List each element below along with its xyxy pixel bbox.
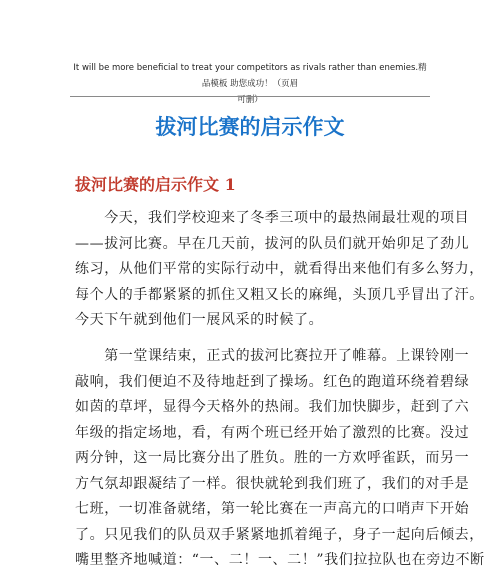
paragraph-2 <box>75 344 485 574</box>
header-divider <box>70 96 430 97</box>
header-line-2: 可删） <box>237 95 263 105</box>
paragraph-line: 每个人的手都紧紧的抓住又粗又长的麻绳，头顶几乎冒出了汗。 <box>75 286 484 303</box>
paragraph-line: 今天下午就到他们一展风采的时候了。 <box>75 312 324 328</box>
paragraph-line: 两分钟，这一局比赛分出了胜负。胜的一方欢呼雀跃，而另一 <box>75 450 470 466</box>
paragraph-line: ——拔河比赛。早在几天前，拔河的队员们就开始卯足了劲儿 <box>75 235 470 252</box>
section-heading: 拔河比赛的启示作文 1 <box>75 175 236 194</box>
paragraph-line: 练习，从他们平常的实际行动中，就看得出来他们有多么努力， <box>75 261 484 277</box>
paragraph-line: 了。只见我们的队员双手紧紧地抓着绳子，身子一起向后倾去， <box>75 526 484 543</box>
paragraph-line: 方气氛却跟凝结了一样。很快就轮到我们班了，我们的对手是 <box>75 475 470 492</box>
paragraph-1 <box>75 206 484 334</box>
page-header <box>70 60 430 108</box>
header-line-1: It will be more beneficial to treat your competitors as rivals rather than enemies.精品模板 助您成功！（页眉 <box>73 63 427 89</box>
paragraph-line: 如茵的草坪，显得今天格外的热闹。我们加快脚步，赶到了六 <box>75 399 470 415</box>
paragraph-line: 今天，我们学校迎来了冬季三项中的最热闹最壮观的项目 <box>75 210 470 226</box>
paragraph-line: 第一堂课结束，正式的拔河比赛拉开了帷幕。上课铃刚一 <box>75 348 470 364</box>
paragraph-line: 年级的指定场地，看，有两个班已经开始了激烈的比赛。没过 <box>75 424 470 441</box>
document-title: 拔河比赛的启示作文 <box>155 114 345 139</box>
paragraph-line: 敲响，我们便迫不及待地赶到了操场。红色的跑道环绕着碧绿 <box>75 373 470 390</box>
paragraph-line: 七班，一切准备就绪，第一轮比赛在一声高亢的口哨声下开始 <box>75 501 470 517</box>
paragraph-line: 嘴里整齐地喊道：“一、二！一、二！”我们拉拉队也在旁边不断 <box>75 552 485 568</box>
